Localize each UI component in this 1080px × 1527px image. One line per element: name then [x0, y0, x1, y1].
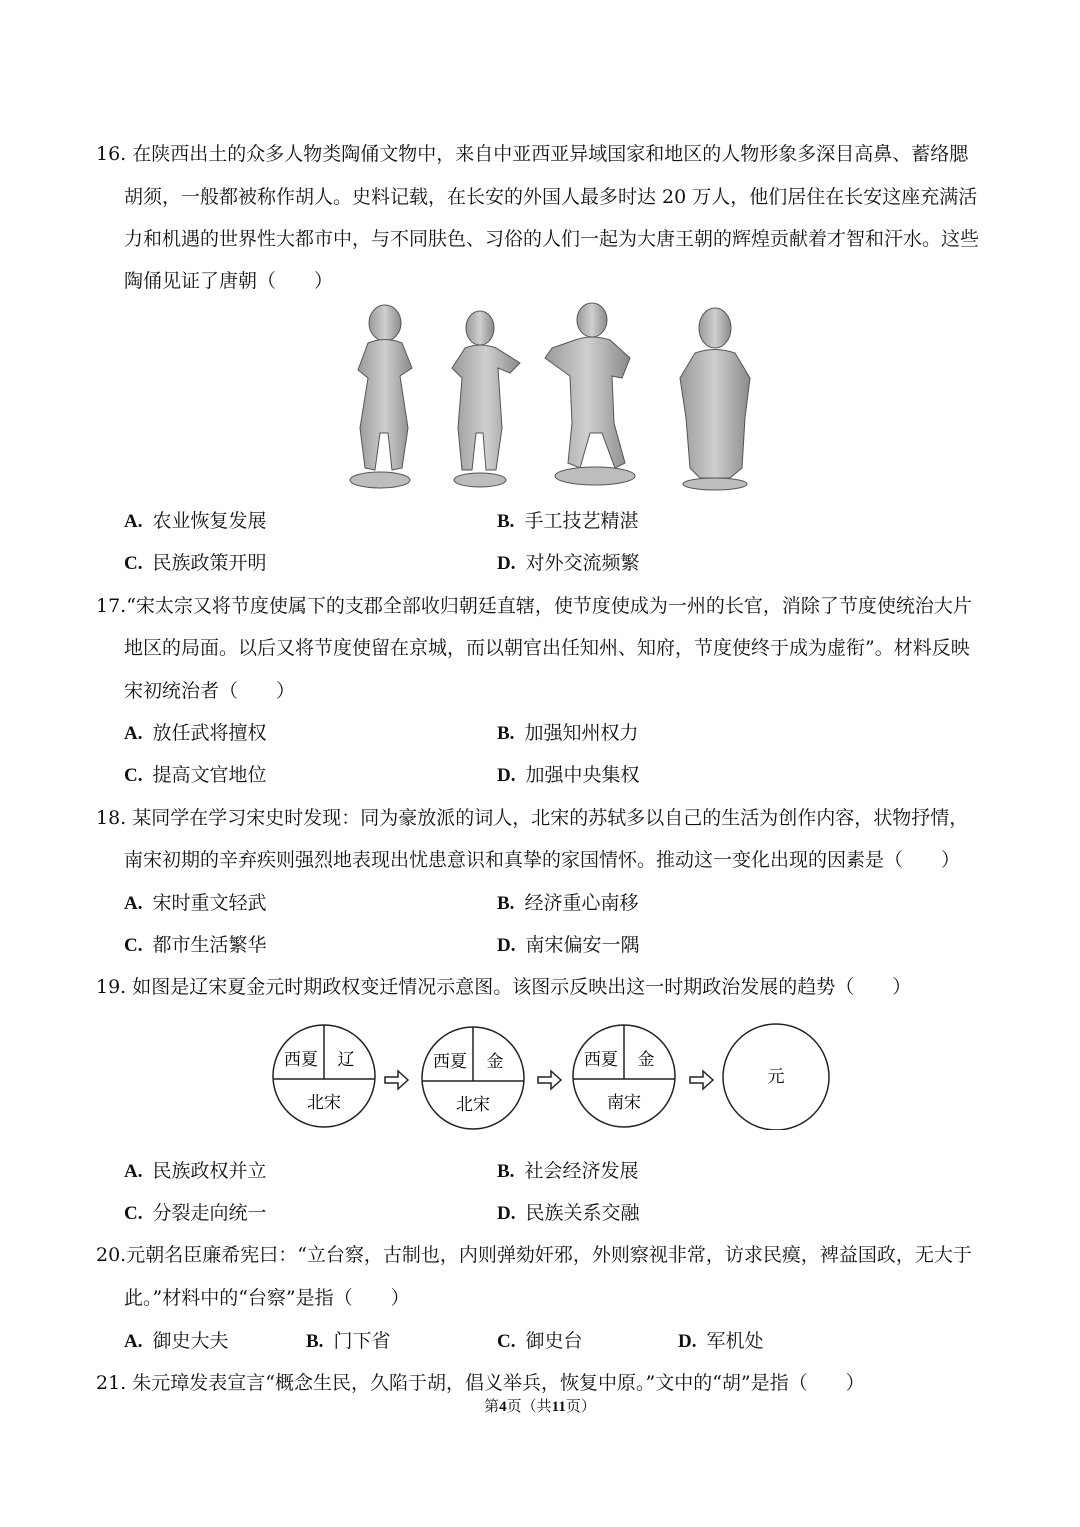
circle-1-top-left: 西夏 [284, 1050, 318, 1070]
option-d: D. 民族关系交融 [497, 1202, 640, 1224]
arrow-3-icon [690, 1071, 713, 1089]
question-16-line-4: 陶俑见证了唐朝（ ） [124, 270, 334, 292]
circle-2-top-left: 西夏 [433, 1052, 467, 1072]
option-c: C. 提高文官地位 [124, 764, 267, 786]
figurine-3 [545, 303, 635, 485]
question-20-line-2: 此。”材料中的“台察”是指（ ） [124, 1287, 410, 1309]
arrow-2-icon [538, 1071, 561, 1089]
figurine-2 [452, 311, 520, 487]
option-d: D. 军机处 [678, 1330, 764, 1352]
question-number: 18. [96, 807, 127, 829]
option-c: C. 御史台 [497, 1330, 583, 1352]
option-a: A. 宋时重文轻武 [124, 892, 267, 914]
option-b: B. 加强知州权力 [497, 722, 639, 744]
option-c: C. 民族政策开明 [124, 552, 267, 574]
question-number: 17. [96, 595, 127, 617]
option-a: A. 农业恢复发展 [124, 510, 267, 532]
page-footer: 第4页（共11页） [484, 1397, 596, 1415]
circle-3-top-right: 金 [637, 1050, 655, 1070]
question-17-line-2: 地区的局面。以后又将节度使留在京城，而以朝官出任知州、知府，节度使终于成为虚衔”。材料反映 [124, 637, 970, 659]
question-16-line-1: 16. 在陕西出土的众多人物类陶俑文物中，来自中亚西亚异域国家和地区的人物形象多深目高鼻、蓄络腮 [96, 143, 969, 165]
circle-2-top-right: 金 [486, 1052, 504, 1072]
question-20-line-1: 20.元朝名臣廉希宪曰：“立台察，古制也，内则弹劾奸邪，外则察视非常，访求民瘼，裨益国政，无大于 [96, 1244, 972, 1266]
question-17-line-3: 宋初统治者（ ） [124, 680, 296, 702]
option-b: B. 经济重心南移 [497, 892, 639, 914]
circle-2-bottom: 北宋 [456, 1095, 490, 1115]
question-number: 21. [96, 1372, 127, 1394]
option-c: C. 分裂走向统一 [124, 1202, 267, 1224]
question-number: 16. [96, 143, 127, 165]
question-16-line-2: 胡须，一般都被称作胡人。史料记载，在长安的外国人最多时达 20 万人，他们居住在长安这座充满活 [124, 186, 978, 208]
page-number: 4 [499, 1399, 507, 1415]
circle-4-center: 元 [767, 1067, 785, 1087]
option-a: A. 放任武将擅权 [124, 722, 267, 744]
question-18-line-2: 南宋初期的辛弃疾则强烈地表现出忧患意识和真挚的家国情怀。推动这一变化出现的因素是（ ） [124, 849, 961, 871]
question-18-line-1: 18. 某同学在学习宋史时发现：同为豪放派的词人，北宋的苏轼多以自己的生活为创作内容，状物抒情， [96, 807, 969, 829]
tang-figurines-image [330, 298, 770, 493]
circle-3-top-left: 西夏 [584, 1050, 618, 1070]
question-number: 19. [96, 976, 127, 998]
question-17-line-1: 17.“宋太宗又将节度使属下的支郡全部收归朝廷直辖，使节度使成为一州的长官，消除了节度使统治大片 [96, 595, 972, 617]
option-b: B. 门下省 [306, 1330, 391, 1352]
option-c: C. 都市生活繁华 [124, 934, 267, 956]
option-a: A. 御史大夫 [124, 1330, 229, 1352]
question-number: 20. [96, 1244, 127, 1266]
circle-3-bottom: 南宋 [607, 1093, 641, 1113]
option-d: D. 加强中央集权 [497, 764, 640, 786]
circle-1-bottom: 北宋 [307, 1093, 341, 1113]
question-19-line-1: 19. 如图是辽宋夏金元时期政权变迁情况示意图。该图示反映出这一时期政治发展的趋势（ ） [96, 976, 912, 998]
option-d: D. 对外交流频繁 [497, 552, 640, 574]
option-d: D. 南宋偏安一隅 [497, 934, 640, 956]
question-21-line-1: 21. 朱元璋发表宣言“概念生民，久陷于胡，倡义举兵，恢复中原。”文中的“胡”是指（ ） [96, 1372, 865, 1394]
figurine-4 [680, 308, 750, 490]
figurine-1 [350, 305, 412, 488]
total-pages: 11 [551, 1399, 566, 1415]
option-b: B. 社会经济发展 [497, 1160, 639, 1182]
option-b: B. 手工技艺精湛 [497, 510, 639, 532]
regime-transition-diagram [270, 1022, 840, 1130]
question-16-line-3: 力和机遇的世界性大都市中，与不同肤色、习俗的人们一起为大唐王朝的辉煌贡献着才智和汗水。这些 [124, 228, 980, 250]
arrow-1-icon [385, 1071, 408, 1089]
option-a: A. 民族政权并立 [124, 1160, 267, 1182]
circle-1-top-right: 辽 [337, 1050, 355, 1070]
